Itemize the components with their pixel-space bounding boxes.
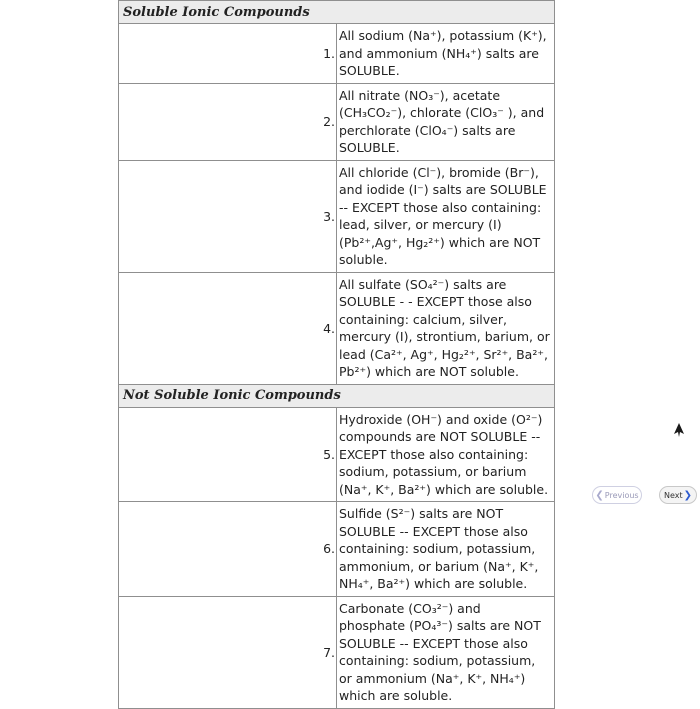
rule-number: 4. bbox=[119, 272, 337, 384]
next-button[interactable] bbox=[659, 486, 697, 504]
rule-number: 7. bbox=[119, 596, 337, 708]
rule-row bbox=[119, 596, 555, 708]
rule-text: Hydroxide (OH⁻) and oxide (O²⁻) compounds are NOT SOLUBLE -- EXCEPT those also containing: sodium, potassium, or barium (Na⁺, K⁺, Ba²⁺) which are soluble. bbox=[337, 407, 555, 502]
section-heading: Soluble Ionic Compounds bbox=[119, 1, 555, 24]
rule-text: All sulfate (SO₄²⁻) salts are SOLUBLE - - EXCEPT those also containing: calcium, silver, mercury (I), strontium, barium, or lead (Ca²⁺, Ag⁺, Hg₂²⁺, Sr²⁺, Ba²⁺, Pb²⁺) which are NOT soluble. bbox=[337, 272, 555, 384]
rule-text: All chloride (Cl⁻), bromide (Br⁻), and iodide (I⁻) salts are SOLUBLE -- EXCEPT those also containing: lead, silver, or mercury (I) (Pb²⁺,Ag⁺, Hg₂²⁺) which are NOT soluble. bbox=[337, 160, 555, 272]
rule-text: Sulfide (S²⁻) salts are NOT SOLUBLE -- EXCEPT those also containing: sodium, potassium, ammonium, or barium (Na⁺, K⁺, NH₄⁺, Ba²⁺) which are soluble. bbox=[337, 502, 555, 597]
chevron-right-icon: ❯ bbox=[683, 490, 693, 501]
rule-row bbox=[119, 160, 555, 272]
chevron-left-icon: ❮ bbox=[595, 490, 604, 501]
rule-row bbox=[119, 272, 555, 384]
section-heading: Not Soluble Ionic Compounds bbox=[119, 384, 555, 407]
rule-row bbox=[119, 24, 555, 84]
rule-number: 1. bbox=[119, 24, 337, 84]
previous-label: Previous bbox=[604, 491, 639, 500]
rule-row bbox=[119, 407, 555, 502]
rule-row bbox=[119, 502, 555, 597]
rule-number: 5. bbox=[119, 407, 337, 502]
rule-number: 6. bbox=[119, 502, 337, 597]
rule-row bbox=[119, 83, 555, 160]
next-label: Next bbox=[663, 491, 683, 500]
previous-button[interactable] bbox=[592, 486, 642, 504]
rule-text: All sodium (Na⁺), potassium (K⁺), and ammonium (NH₄⁺) salts are SOLUBLE. bbox=[337, 24, 555, 84]
rule-number: 2. bbox=[119, 83, 337, 160]
rule-number: 3. bbox=[119, 160, 337, 272]
arrow-cursor-icon bbox=[672, 422, 686, 438]
section-header-row bbox=[119, 384, 555, 407]
rule-text: Carbonate (CO₃²⁻) and phosphate (PO₄³⁻) salts are NOT SOLUBLE -- EXCEPT those also containing: sodium, potassium, or ammonium (Na⁺, K⁺, NH₄⁺) which are soluble. bbox=[337, 596, 555, 708]
rule-text: All nitrate (NO₃⁻), acetate (CH₃CO₂⁻), chlorate (ClO₃⁻ ), and perchlorate (ClO₄⁻) salts are SOLUBLE. bbox=[337, 83, 555, 160]
solubility-rules-table bbox=[118, 0, 555, 709]
section-header-row bbox=[119, 1, 555, 24]
